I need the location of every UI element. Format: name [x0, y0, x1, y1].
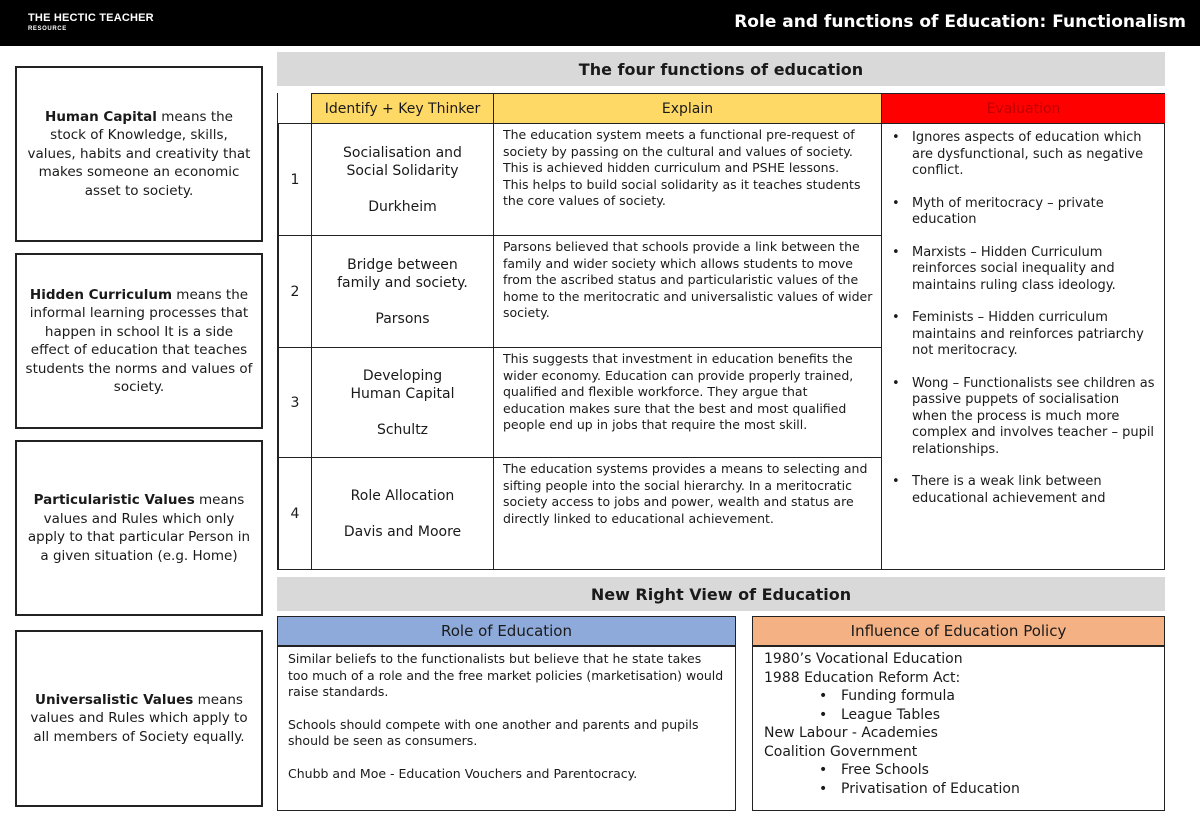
functions-table: [277, 93, 1165, 570]
education-policy-body: [752, 646, 1165, 811]
policy-bullet: • Privatisation of Education: [819, 781, 1020, 797]
identify-header: Identify + Key Thinker: [311, 93, 493, 123]
row-number: 4: [278, 457, 311, 570]
row-number: 3: [278, 347, 311, 457]
definition-hidden-curriculum: [15, 253, 263, 429]
definition-universalistic-values: [15, 630, 263, 807]
function-identify: [311, 235, 493, 347]
policy-line: New Labour - Academies: [764, 725, 938, 741]
function-concept: Socialisation and Social Solidarity: [343, 144, 462, 179]
function-identify: [311, 123, 493, 235]
header-bar: [0, 0, 1200, 46]
definition-term: Hidden Curriculum: [29, 286, 173, 303]
policy-bullet: • Funding formula: [819, 688, 955, 704]
brand-logo: [28, 13, 154, 32]
education-policy-header: Influence of Education Policy: [752, 616, 1165, 646]
brand-subtitle: RESOURCE: [28, 26, 67, 32]
function-concept: Developing Human Capital: [350, 367, 455, 402]
role-of-education-body: [277, 646, 736, 811]
role-paragraph: Schools should compete with one another and parents and pupils should be seen as consumers.: [288, 716, 699, 748]
role-paragraph: Chubb and Moe - Education Vouchers and Parentocracy.: [288, 765, 638, 781]
definition-term: Universalistic Values: [35, 691, 194, 708]
evaluation-point: • Wong – Functionalists see children as passive puppets of socialisation when the process is much more complex and involves teacher – pupil relationships.: [892, 376, 1155, 459]
definition-particularistic-values: [15, 440, 263, 616]
new-right-title: New Right View of Education: [277, 577, 1165, 611]
function-thinker: Schultz: [376, 421, 429, 438]
explain-header: Explain: [493, 93, 881, 123]
evaluation-point: • Ignores aspects of education which are dysfunctional, such as negative conflict.: [892, 130, 1155, 180]
evaluation-list: [881, 123, 1165, 570]
page-title: Role and functions of Education: Functionalism: [734, 12, 1186, 32]
function-concept: Bridge between family and society.: [337, 256, 468, 291]
evaluation-point: • Marxists – Hidden Curriculum reinforces social inequality and maintains ruling class ideology.: [892, 245, 1155, 295]
policy-bullet: • League Tables: [819, 707, 940, 723]
evaluation-point: • Feminists – Hidden curriculum maintains and reinforces patriarchy not meritocracy.: [892, 310, 1155, 360]
function-explain: The education systems provides a means to selecting and sifting people into the social hierarchy. In a meritocratic society access to jobs and power, wealth and status are directly linked to educational achievement.: [493, 457, 881, 570]
row-number: 1: [278, 123, 311, 235]
function-explain: This suggests that investment in education benefits the wider economy. Education can provide properly trained, qualified and flexible workforce. They argue that education makes sure that the best and most qualified people end up in jobs that require the most skill.: [493, 347, 881, 457]
function-explain: Parsons believed that schools provide a link between the family and wider society which allows students to move from the ascribed status and particularistic values of the home to the meritocratic and universalistic values of wider society.: [493, 235, 881, 347]
definition-text: means values and Rules which apply to all members of Society equally.: [30, 691, 248, 745]
evaluation-header: Evaluation: [881, 93, 1165, 123]
function-thinker: Durkheim: [368, 198, 437, 215]
policy-line: Coalition Government: [764, 743, 918, 760]
definition-human-capital: [15, 66, 263, 242]
evaluation-point: • Myth of meritocracy – private education: [892, 196, 1155, 229]
policy-bullet: • Free Schools: [819, 762, 929, 778]
function-thinker: Parsons: [375, 310, 430, 327]
definition-text: means the informal learning processes that happen in school It is a side effect of education that teaches students the norms and values of society.: [25, 286, 253, 395]
evaluation-point: • There is a weak link between educational achievement and: [892, 474, 1155, 507]
definition-text: means the stock of Knowledge, skills, values, habits and creativity that makes someone an economic asset to society.: [27, 108, 251, 199]
function-identify: [311, 457, 493, 570]
definition-term: Particularistic Values: [33, 492, 195, 508]
four-functions-title: The four functions of education: [277, 52, 1165, 86]
policy-line: 1988 Education Reform Act:: [764, 669, 961, 686]
role-paragraph: Similar beliefs to the functionalists but believe that he state takes too much of a role and the free market policies (marketisation) would raise standards.: [288, 651, 724, 699]
definition-term: Human Capital: [45, 108, 157, 125]
row-number: 2: [278, 235, 311, 347]
policy-line: 1980’s Vocational Education: [764, 651, 963, 667]
function-thinker: Davis and Moore: [343, 524, 462, 540]
definition-text: means values and Rules which only apply to that particular Person in a given situation (e.g. Home): [27, 492, 251, 564]
function-concept: Role Allocation: [350, 488, 455, 504]
brand-name: THE HECTIC TEACHER: [28, 12, 154, 24]
function-identify: [311, 347, 493, 457]
role-of-education-header: Role of Education: [277, 616, 736, 646]
function-explain: The education system meets a functional pre-request of society by passing on the cultural and values of society. This is achieved hidden curriculum and PSHE lessons. This helps to build social solidarity as it teaches students the core values of society.: [493, 123, 881, 235]
